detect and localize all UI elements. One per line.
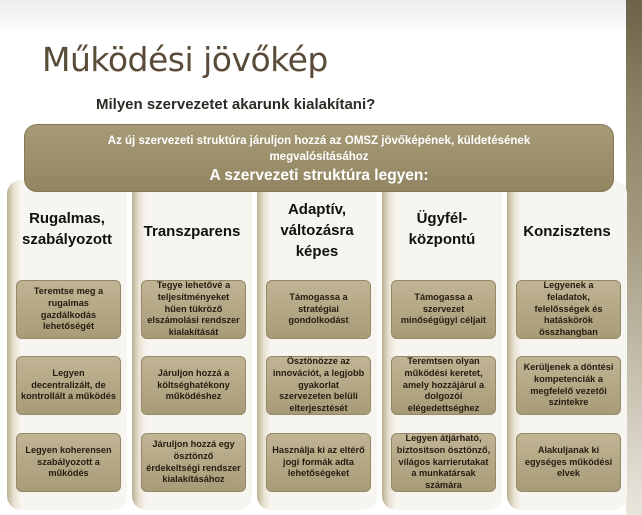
banner-statement: Az új szervezeti struktúra járuljon hozzá az OMSZ jövőképének, küldetésének megvalósításához bbox=[107, 135, 531, 164]
card: Támogassa a szervezet minőségügyi céljait bbox=[391, 280, 496, 339]
card: Járuljon hozzá a költséghatékony működéshez bbox=[141, 356, 246, 415]
card: Alakuljanak ki egységes működési elvek bbox=[516, 433, 621, 492]
page-title: Működési jövőkép bbox=[42, 40, 328, 79]
card: Támogassa a stratégiai gondolkodást bbox=[266, 280, 371, 339]
column-heading: Transzparens bbox=[143, 223, 241, 240]
column-adaptiv bbox=[257, 180, 377, 510]
card: Tegye lehetővé a teljesítményeket hűen tükröző elszámolási rendszer kialakítását bbox=[141, 280, 246, 339]
column-heading: Konzisztens bbox=[523, 223, 611, 240]
card: Ösztönözze az innovációt, a legjobb gyakorlat szervezeten belüli elterjesztését bbox=[266, 356, 371, 415]
right-decorative-bar bbox=[626, 0, 642, 515]
card: Legyen decentralizált, de kontrollált a működés bbox=[16, 356, 121, 415]
card: Teremtse meg a rugalmas gazdálkodás lehetőségét bbox=[16, 280, 121, 339]
column-rugalmas bbox=[7, 180, 127, 510]
banner-heading: A szervezeti struktúra legyen: bbox=[209, 167, 429, 185]
card: Teremtsen olyan működési keretet, amely hozzájárul a dolgozói elégedettséghez bbox=[391, 356, 496, 415]
column-ugyfelkozpontu bbox=[382, 180, 502, 510]
card: Kerüljenek a döntési kompetenciák a megfelelő vezetői szintekre bbox=[516, 356, 621, 415]
card: Használja ki az eltérő jogi formák adta lehetőségeket bbox=[266, 433, 371, 492]
column-heading: Adaptív, változásra képes bbox=[280, 201, 354, 260]
column-konzisztens bbox=[507, 180, 627, 510]
structure-banner bbox=[24, 124, 614, 192]
card: Legyen átjárható, biztosítson ösztönző, világos karrierutakat a munkatársak számára bbox=[391, 433, 496, 492]
column-transzparens bbox=[132, 180, 252, 510]
column-heading: Ügyfél-központú bbox=[408, 210, 476, 248]
page-subtitle: Milyen szervezetet akarunk kialakítani? bbox=[96, 96, 376, 113]
card: Legyenek a feladatok, felelősségek és hatáskörök összhangban bbox=[516, 280, 621, 339]
top-gradient-band bbox=[0, 0, 626, 34]
card: Legyen koherensen szabályozott a működés bbox=[16, 433, 121, 492]
card: Járuljon hozzá egy ösztönző érdekeltségi rendszer kialakításához bbox=[141, 433, 246, 492]
column-heading: Rugalmas, szabályozott bbox=[21, 210, 112, 248]
